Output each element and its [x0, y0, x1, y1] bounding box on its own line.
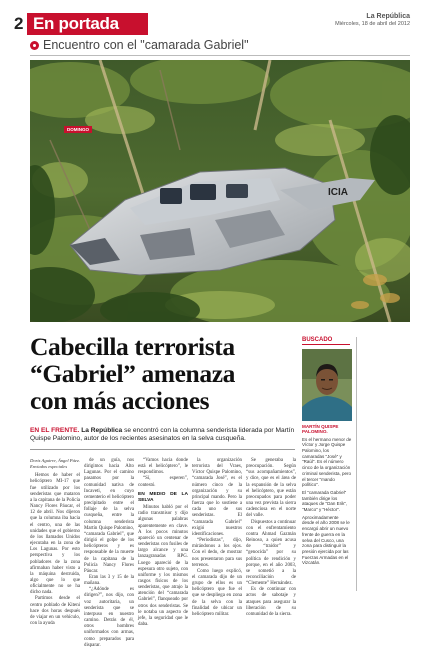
- caption-name: MARTÍN QUISPE PALOMINO.: [302, 424, 339, 435]
- article-column-5: [246, 458, 296, 618]
- section-banner: [27, 13, 148, 35]
- article-paragraph: “Periodistas”, dijo, mirándonos a los ojos. Con el dedo, de mostrar nos presentaron para sus terrenos.: [192, 538, 242, 568]
- svg-text:ICIA: ICIA: [328, 187, 348, 198]
- article-paragraph: Como luego explicó, el camarada dijo de un grupo de ellos es un helicóptero que fue el que se despliega en zona de la selva con la finalidad de ubicar un helicóptero militar.: [192, 568, 242, 617]
- article-paragraph: la organización terrorista del Vraes, Víctor Quispe Palomino, “camarada José”, es el número cinco de la organización y su principal mando. Pero la fuerza que lo sostiene a cada uno de sus senderistas. El “camarada Gabriel” exigió nuestros identificaciones.: [192, 458, 242, 537]
- subhead-bar: [30, 39, 410, 53]
- headline: [30, 333, 300, 414]
- article-column-4: [192, 458, 242, 618]
- article-paragraph: Eran las 3 y 15 de la mañana.: [84, 574, 134, 587]
- wanted-paragraph: El "camarada Gabriel" también dirige los ataques de "Dan Erik", "Marco" y "Héctor".: [302, 489, 348, 513]
- page-number: 2: [14, 14, 24, 33]
- article-paragraph: “¿Adónde es dirigen?”, nos dijo, con voz autoritaria, un senderista que se interpuso en nuestro camino. Detrás de él, otros hombres uniformados con armas, como preparados para disparar.: [84, 587, 134, 648]
- subhead-title: Encuentro con el "camarada Gabriel": [43, 38, 249, 52]
- column-divider: [356, 337, 357, 591]
- photo-credit: DOMINGO: [64, 126, 92, 133]
- article-column-3: [138, 458, 188, 628]
- article-paragraph: Hemos de haber el helicóptero MI-17 que fue utilizado por los senderistas que mataron a la capitana de la Policía Nancy Flores Páucar, el 12 de abril. Nos dijeron que la columna iba hacia el centro, una de las unidades que el gobierno de los llamados Unidos ejecutaba en la zona de Los Lagunas. Por esto perspectiva y los pobladores de la zona afirmaban haber visto a la máquina destruida, algo que lo que oficialmente no se ha dicho nada.: [30, 473, 80, 596]
- wanted-paragraph: Es el hermano menor de Víctor y Jorge Quispe Palomino, los camaradas "José" y "Raúl". Es el número cinco de la organización criminal senderista, pero el tercer "mando político".: [302, 436, 352, 488]
- deck-brand: La República: [81, 427, 123, 434]
- headline-line: con más acciones: [30, 386, 210, 415]
- article-paragraph: Es de continuar con actos de sabotaje y ataques para asegurar la liberación de su comunidad de la sierra.: [246, 587, 296, 617]
- subhead-rule: [30, 55, 410, 56]
- article-paragraph: Minutos habló por el radio transmisor y dijo algunas palabras aparentemente en clave. A los pocos minutos apareció un centenar de senderistas con fusiles de largo alcance y una lanzagranadas RPG. Luego apareció de la espesura otro sujeto, con uniforme y los mismos rasgos físicos de los senderistas, que atrajo la atención del “camarada Gabriel”, flanqueado por otros dos senderistas. Se le notaba un aspecto de jefe, la seguridad que le daba.: [138, 505, 188, 628]
- article-paragraph: “Sí, esperen”, contestó.: [138, 476, 188, 488]
- wanted-label: BUSCADO: [302, 337, 350, 345]
- article-paragraph: Dispuestos a continuar con el enfrentamiento contra Ahmad Gazmán Reinoso, a quien acusa de “traidor” y “genocida” por su política de rendición y porque, en el año 2003, se sometió a la reconciliación de “Clemente” Hernández.: [246, 519, 296, 587]
- lead-photo: [30, 60, 410, 322]
- deck-rule: [30, 449, 295, 450]
- masthead: [335, 13, 410, 27]
- article-column-1: [30, 458, 80, 627]
- article-paragraph: de un guía, nos dirigimos hacia Alto Lagunas. Por el camino pasamos por la comunidad nativa de Incaveti, en cuyo cementerio el helicóptero precipitado entre el follaje de la selva cusqueña, entre la columna senderista Martín Quispe Palomino, “camarada Gabriel”, que dirigió el golpe de los helicópteros y es responsable de la muerte de la capitana de la Policía Nancy Flores Páucar.: [84, 458, 134, 574]
- wanted-paragraph: Aproximadamente desde el año 2008 se le encargó abrir un nuevo frente de guerra en la selva del Cusco, una zona para distinguir la presión ejercida por las Fuerzas Armadas en el Vizcatán.: [302, 514, 350, 566]
- article-column-2: [84, 458, 134, 649]
- byline: Doris Aguirre, Ángel Páez. Enviados especiales: [30, 458, 80, 470]
- helicopter-wreck-photo: [30, 60, 410, 322]
- wanted-text: [302, 437, 352, 566]
- deck-kicker: EN EL FRENTE.: [30, 427, 80, 434]
- page-header: [14, 13, 410, 35]
- article-subtitle: EN MEDIO DE LA SELVA: [138, 491, 188, 503]
- article-paragraph: “Vamos hacia donde está el helicóptero”, le respondimos.: [138, 458, 188, 476]
- deck-text: se encontró con la columna senderista liderada por Martín Quispe Palomino, autor de los recientes asesinatos en la selva cusqueña.: [30, 427, 295, 443]
- section-title: En portada: [33, 14, 119, 33]
- issue-date: Miércoles, 18 de abril del 2012: [335, 21, 410, 27]
- headline-line: Cabecilla terrorista: [30, 332, 235, 361]
- portrait-photo: [302, 349, 352, 421]
- wanted-box: [302, 337, 352, 568]
- bullet-icon: [30, 41, 39, 50]
- deck: [30, 427, 295, 443]
- article-paragraph: Se generaba la preocupación. Según “sus acompañamientos”, y dice, que es el área de la expansión de la selva el helicóptero, que están preocupados para poder una vez prevista la sierra cadenciosa en el norte del valle.: [246, 458, 296, 519]
- newspaper-name: La República: [366, 13, 410, 20]
- article-paragraph: Partimos desde el centro poblado de Kiteni hace dos horas después de viajar en un vehículo, con la ayuda: [30, 596, 80, 627]
- suspect-portrait: [302, 349, 352, 421]
- headline-line: “Gabriel” amenaza: [30, 359, 235, 388]
